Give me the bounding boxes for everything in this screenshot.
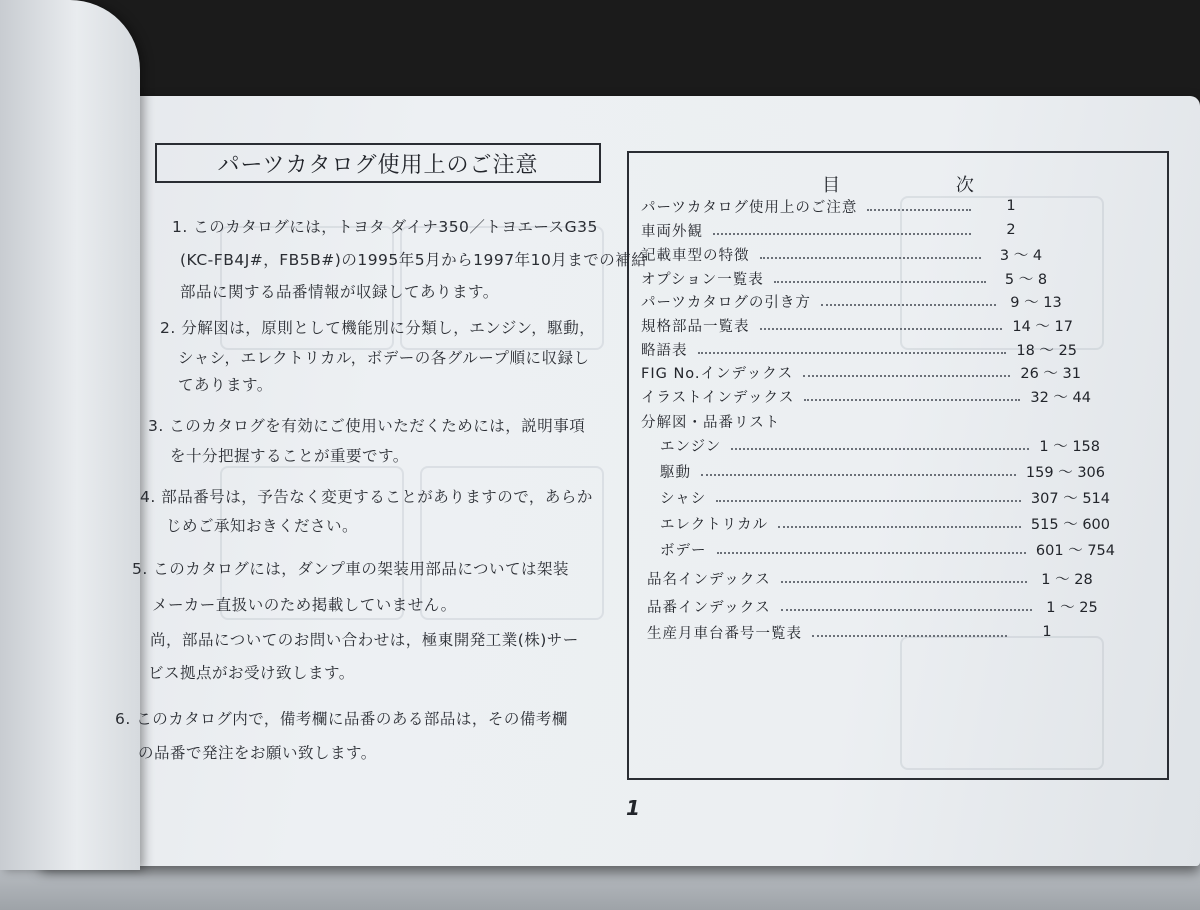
toc-entry bbox=[647, 620, 1077, 644]
toc-entry-page: 1 bbox=[1042, 624, 1052, 640]
toc-entry bbox=[660, 459, 1105, 483]
notice-line: メーカー直扱いのため掲載していません。 bbox=[152, 596, 457, 614]
toc-entry-label: 車両外観 bbox=[641, 223, 703, 240]
toc-entry bbox=[647, 594, 1102, 618]
notice-line: てあります。 bbox=[178, 376, 273, 394]
leader-dots bbox=[713, 225, 971, 235]
toc-entry-label: 品名インデックス bbox=[647, 571, 771, 588]
leader-dots bbox=[760, 320, 1003, 330]
toc-entry-label: パーツカタログ使用上のご注意 bbox=[641, 199, 858, 216]
notice-line: 3. このカタログを有効にご使用いただくためには，説明事項 bbox=[148, 417, 586, 435]
leader-dots bbox=[698, 344, 1007, 354]
previous-page-curl bbox=[0, 0, 140, 870]
leader-dots bbox=[812, 627, 1007, 637]
toc-entry-label: エレクトリカル bbox=[660, 516, 769, 533]
toc-entry-page: 1 bbox=[1006, 198, 1016, 214]
toc-entry-page: 601 ～ 754 bbox=[1035, 542, 1115, 559]
toc-entry-page: 32 ～ 44 bbox=[1030, 389, 1091, 406]
notice-line: (KC-FB4J#，FB5B#)の1995年5月から1997年10月までの補給 bbox=[180, 251, 648, 269]
toc-entry-label: シャシ bbox=[660, 490, 707, 507]
toc-entry-page: 3 ～ 4 bbox=[999, 247, 1043, 264]
toc-entry-page: 2 bbox=[1006, 222, 1016, 238]
notice-line: じめご承知おきください。 bbox=[166, 517, 359, 535]
toc-entry-label: 駆動 bbox=[660, 464, 691, 481]
leader-dots bbox=[867, 201, 971, 211]
notice-line: 2. 分解図は，原則として機能別に分類し，エンジン，駆動， bbox=[160, 319, 596, 337]
toc-entry bbox=[641, 289, 1066, 313]
toc-entry-label: ボデー bbox=[660, 542, 707, 559]
toc-entry-label: イラストインデックス bbox=[641, 389, 795, 406]
toc-entry-label: 生産月車台番号一覧表 bbox=[647, 625, 802, 642]
toc-entry-page: 1 ～ 25 bbox=[1046, 599, 1098, 616]
leader-dots bbox=[781, 601, 1032, 611]
notice-title: パーツカタログ使用上のご注意 bbox=[155, 143, 601, 183]
toc-entry bbox=[641, 337, 1077, 361]
toc-entry bbox=[660, 485, 1110, 509]
leader-dots bbox=[717, 544, 1026, 554]
toc-entry-page: 18 ～ 25 bbox=[1016, 342, 1077, 359]
toc-entry-page: 5 ～ 8 bbox=[1004, 271, 1048, 288]
toc-entry bbox=[660, 537, 1115, 561]
toc-entry-label: 規格部品一覧表 bbox=[641, 318, 750, 335]
leader-dots bbox=[781, 573, 1027, 583]
leader-dots bbox=[716, 492, 1021, 502]
toc-entry-page: 159 ～ 306 bbox=[1025, 464, 1105, 481]
leader-dots bbox=[774, 273, 986, 283]
notice-line: シャシ，エレクトリカル，ボデーの各グループ順に収録し bbox=[178, 349, 590, 367]
toc-entry-page: 307 ～ 514 bbox=[1030, 490, 1110, 507]
toc-entry bbox=[641, 313, 1073, 337]
toc-entry-page: 14 ～ 17 bbox=[1012, 318, 1073, 335]
toc-entry-page: 515 ～ 600 bbox=[1030, 516, 1110, 533]
leader-dots bbox=[701, 466, 1016, 476]
toc-entry-label: エンジン bbox=[660, 438, 722, 455]
leader-dots bbox=[804, 391, 1020, 401]
toc-entry bbox=[641, 360, 1081, 384]
notice-line: 1. このカタログには，トヨタ ダイナ350／トヨエースG35 bbox=[172, 218, 598, 236]
notice-line: 5. このカタログには，ダンプ車の架装用部品については架装 bbox=[132, 560, 570, 578]
toc-heading-left: 目 bbox=[822, 175, 841, 196]
notice-line: ビス拠点がお受け致します。 bbox=[148, 664, 355, 682]
toc-entry bbox=[641, 218, 1041, 242]
notice-line: の品番で発注をお願い致します。 bbox=[138, 744, 377, 762]
toc-entry bbox=[647, 566, 1097, 590]
toc-entry-label: オプション一覧表 bbox=[641, 271, 764, 288]
toc-entry-label: パーツカタログの引き方 bbox=[641, 294, 811, 311]
toc-entry bbox=[641, 194, 1041, 218]
toc-entry-label: 品番インデックス bbox=[647, 599, 771, 616]
toc-entry bbox=[641, 242, 1051, 266]
toc-entry bbox=[660, 433, 1100, 457]
leader-dots bbox=[760, 249, 982, 259]
notice-line: 4. 部品番号は，予告なく変更することがありますので，あらか bbox=[140, 488, 593, 506]
leader-dots bbox=[778, 518, 1021, 528]
toc-section-heading bbox=[641, 409, 941, 433]
toc-entry-page: 26 ～ 31 bbox=[1020, 365, 1081, 382]
toc-entry-page: 1 ～ 28 bbox=[1041, 571, 1093, 588]
notice-line: 尚，部品についてのお問い合わせは，極東開発工業(株)サー bbox=[150, 631, 579, 649]
toc-entry-label: 分解図・品番リスト bbox=[641, 414, 781, 431]
toc-entry bbox=[641, 266, 1056, 290]
toc-entry-page: 1 ～ 158 bbox=[1039, 438, 1100, 455]
leader-dots bbox=[803, 367, 1010, 377]
toc-entry bbox=[660, 511, 1110, 535]
toc-entry bbox=[641, 384, 1091, 408]
toc-heading-right: 次 bbox=[955, 175, 974, 196]
page-number: 1 bbox=[626, 796, 640, 820]
notice-line: を十分把握することが重要です。 bbox=[170, 447, 409, 465]
notice-line: 6. このカタログ内で，備考欄に品番のある部品は，その備考欄 bbox=[115, 710, 568, 728]
toc-entry-label: 略語表 bbox=[641, 342, 688, 359]
toc-entry-label: FIG No.インデックス bbox=[641, 365, 794, 382]
toc-entry-label: 記載車型の特徴 bbox=[641, 247, 750, 264]
leader-dots bbox=[731, 440, 1029, 450]
notice-line: 部品に関する品番情報が収録してあります。 bbox=[180, 283, 499, 301]
leader-dots bbox=[821, 296, 996, 306]
toc-entry-page: 9 ～ 13 bbox=[1010, 294, 1062, 311]
